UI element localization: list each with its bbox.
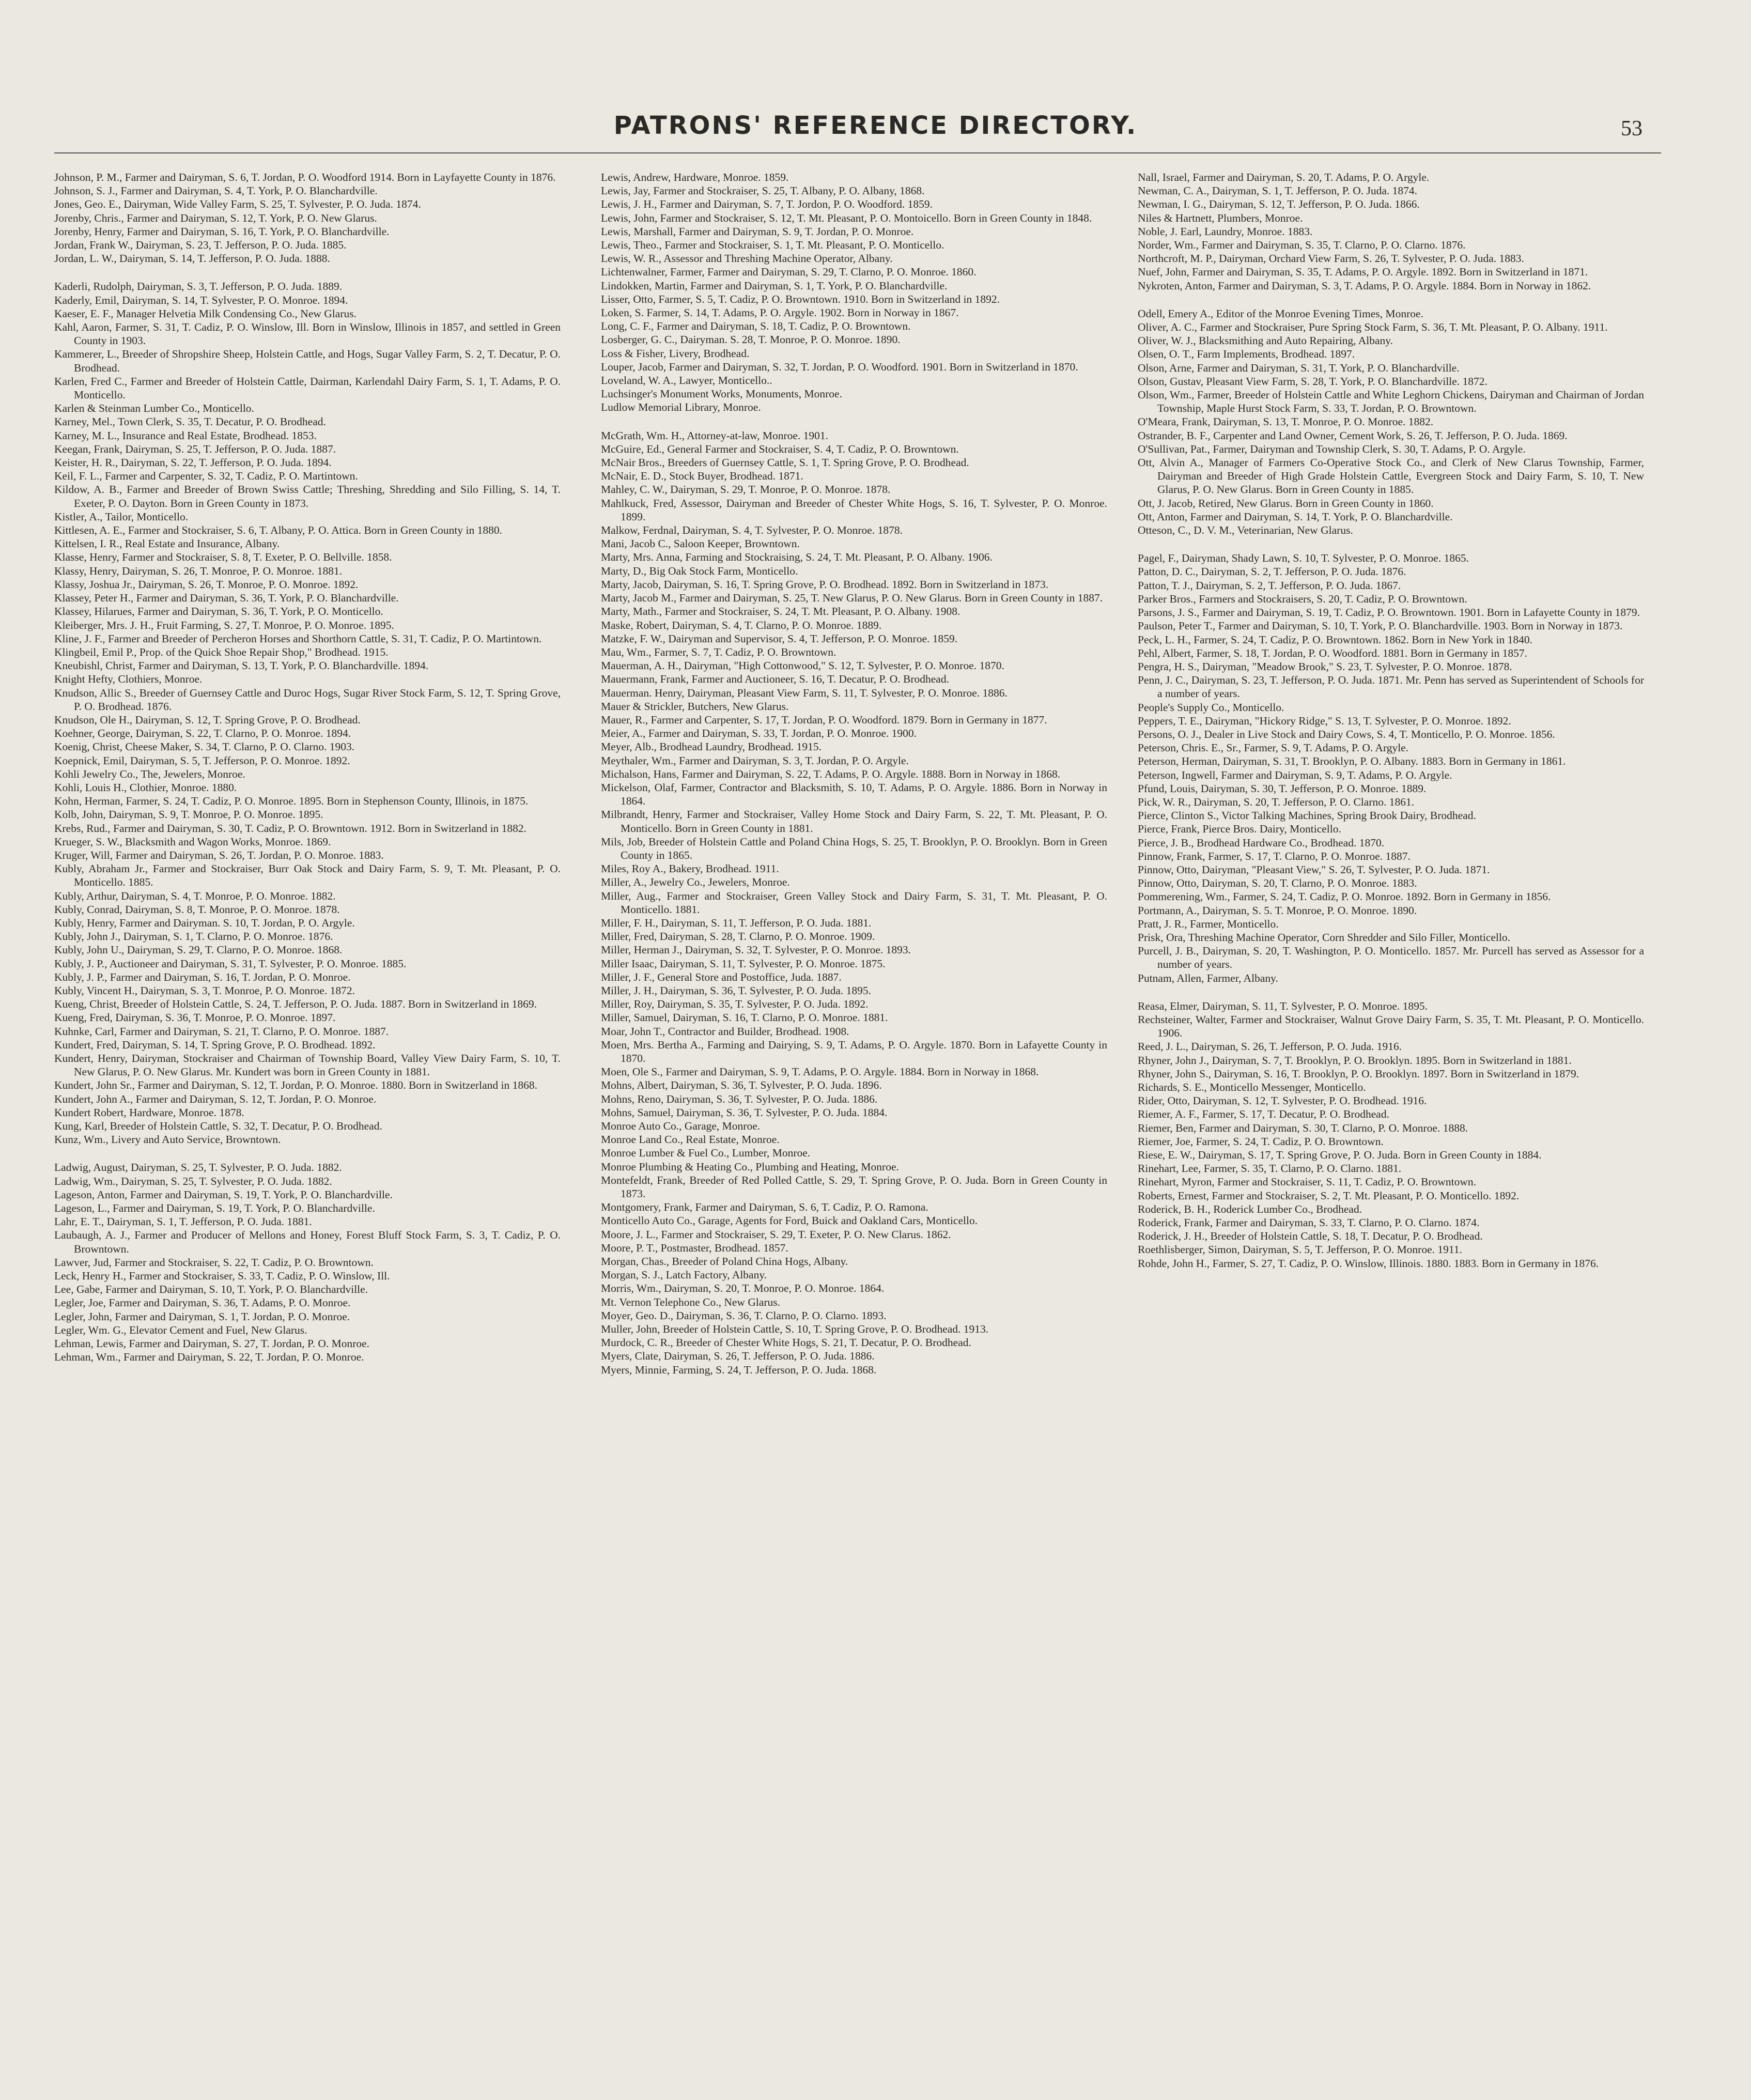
- directory-entry: Legler, Joe, Farmer and Dairyman, S. 36, T. Adams, P. O. Monroe.: [54, 1296, 351, 1309]
- directory-entry: Mauerman. Henry, Dairyman, Pleasant View Farm, S. 11, T. Sylvester, P. O. Monroe. 1886.: [601, 686, 1008, 699]
- directory-entry: Koehner, George, Dairyman, S. 22, T. Clarno, P. O. Monroe. 1894.: [54, 727, 351, 740]
- directory-entry: Kaderli, Rudolph, Dairyman, S. 3, T. Jefferson, P. O. Juda. 1889.: [54, 280, 343, 293]
- directory-entry: Keil, F. L., Farmer and Carpenter, S. 32, T. Cadiz, P. O. Martintown.: [54, 470, 358, 483]
- directory-entry: Kuhnke, Carl, Farmer and Dairyman, S. 21, T. Clarno, P. O. Monroe. 1887.: [54, 1025, 389, 1038]
- directory-entry: Peterson, Herman, Dairyman, S. 31, T. Brooklyn, P. O. Albany. 1883. Born in Germany in 1861.: [1138, 755, 1566, 768]
- directory-entry: Leck, Henry H., Farmer and Stockraiser, S. 33, T. Cadiz, P. O. Winslow, Ill.: [54, 1270, 390, 1283]
- directory-entry: Kubly, Abraham Jr., Farmer and Stockraiser, Burr Oak Stock and Dairy Farm, S. 9, T. Mt. Pleasant, P. O. Monticello. 1885.: [54, 862, 561, 889]
- directory-entry: Miller, J. H., Dairyman, S. 36, T. Sylvester, P. O. Juda. 1895.: [601, 984, 872, 997]
- directory-entry: Parsons, J. S., Farmer and Dairyman, S. 19, T. Cadiz, P. O. Browntown. 1901. Born in Lafayette County in 1879.: [1138, 606, 1640, 619]
- directory-entry: Roderick, J. H., Breeder of Holstein Cattle, S. 18, T. Decatur, P. O. Brodhead.: [1138, 1230, 1483, 1243]
- directory-entry: Monroe Plumbing & Heating Co., Plumbing and Heating, Monroe.: [601, 1160, 899, 1173]
- directory-entry: Karlen, Fred C., Farmer and Breeder of Holstein Cattle, Dairman, Karlendahl Dairy Farm, S. 1, T. Adams, P. O. Monticello.: [54, 375, 561, 402]
- directory-entry: Myers, Clate, Dairyman, S. 26, T. Jefferson, P. O. Juda. 1886.: [601, 1350, 875, 1363]
- directory-entry: Rhyner, John S., Dairyman, S. 16, T. Brooklyn, P. O. Brooklyn. 1897. Born in Switzerland in 1879.: [1138, 1067, 1579, 1080]
- directory-entry: Lahr, E. T., Dairyman, S. 1, T. Jefferson, P. O. Juda. 1881.: [54, 1215, 312, 1228]
- column-right: [1138, 171, 1644, 2093]
- directory-entry: Kammerer, L., Breeder of Shropshire Sheep, Holstein Cattle, and Hogs, Sugar Valley Farm, S. 2, T. Decatur, P. O. Brodhead.: [54, 348, 561, 374]
- directory-entry: Noble, J. Earl, Laundry, Monroe. 1883.: [1138, 225, 1313, 238]
- directory-entry: Losberger, G. C., Dairyman. S. 28, T. Monroe, P. O. Monroe. 1890.: [601, 333, 901, 346]
- directory-entry: Jorenby, Henry, Farmer and Dairyman, S. 16, T. York, P. O. Blanchardville.: [54, 225, 390, 238]
- directory-entry: Kundert, Henry, Dairyman, Stockraiser and Chairman of Township Board, Valley View Dairy Farm, S. 10, T. New Glarus, P. O. New Glarus. Mr. Kundert was born in Green County in 1881.: [54, 1052, 561, 1078]
- directory-entry: Peppers, T. E., Dairyman, "Hickory Ridge," S. 13, T. Sylvester, P. O. Monroe. 1892.: [1138, 714, 1511, 727]
- directory-entry: Kubly, John J., Dairyman, S. 1, T. Clarno, P. O. Monroe. 1876.: [54, 930, 333, 943]
- directory-entry: Roderick, B. H., Roderick Lumber Co., Brodhead.: [1138, 1202, 1362, 1215]
- directory-entry: Miles, Roy A., Bakery, Brodhead. 1911.: [601, 862, 779, 875]
- directory-entry: Reasa, Elmer, Dairyman, S. 11, T. Sylvester, P. O. Monroe. 1895.: [1138, 999, 1428, 1012]
- directory-entry: Pratt, J. R., Farmer, Monticello.: [1138, 917, 1279, 930]
- letter-section-gap: [1138, 985, 1644, 999]
- directory-entry: Karney, Mel., Town Clerk, S. 35, T. Decatur, P. O. Brodhead.: [54, 415, 326, 428]
- directory-entry: Peterson, Chris. E., Sr., Farmer, S. 9, T. Adams, P. O. Argyle.: [1138, 742, 1409, 754]
- directory-entry: Kubly, J. P., Auctioneer and Dairyman, S. 31, T. Sylvester, P. O. Monroe. 1885.: [54, 957, 407, 970]
- directory-entry: Loss & Fisher, Livery, Brodhead.: [601, 347, 750, 360]
- directory-entry: Meythaler, Wm., Farmer and Dairyman, S. 3, T. Jordan, P. O. Argyle.: [601, 754, 909, 767]
- directory-entry: Knudson, Ole H., Dairyman, S. 12, T. Spring Grove, P. O. Brodhead.: [54, 713, 361, 726]
- directory-entry: Marty, Jacob, Dairyman, S. 16, T. Spring Grove, P. O. Brodhead. 1892. Born in Switzerland in 1873.: [601, 578, 1049, 591]
- directory-entry: McGuire, Ed., General Farmer and Stockraiser, S. 4, T. Cadiz, P. O. Browntown.: [601, 442, 959, 455]
- directory-entry: Montgomery, Frank, Farmer and Dairyman, S. 6, T. Cadiz, P. O. Ramona.: [601, 1201, 928, 1214]
- directory-entry: Pagel, F., Dairyman, Shady Lawn, S. 10, T. Sylvester, P. O. Monroe. 1865.: [1138, 552, 1469, 565]
- directory-entry: Niles & Hartnett, Plumbers, Monroe.: [1138, 211, 1303, 224]
- directory-entry: Lewis, J. H., Farmer and Dairyman, S. 7, T. Jordon, P. O. Woodford. 1859.: [601, 198, 933, 211]
- directory-entry: Mohns, Reno, Dairyman, S. 36, T. Sylvester, P. O. Juda. 1886.: [601, 1092, 878, 1105]
- directory-entry: Miller, Fred, Dairyman, S. 28, T. Clarno, P. O. Monroe. 1909.: [601, 930, 875, 943]
- directory-entry: Maske, Robert, Dairyman, S. 4, T. Clarno, P. O. Monroe. 1889.: [601, 619, 882, 631]
- directory-entry: Long, C. F., Farmer and Dairyman, S. 18, T. Cadiz, P. O. Browntown.: [601, 320, 911, 333]
- directory-entry: Rhyner, John J., Dairyman, S. 7, T. Brooklyn, P. O. Brooklyn. 1895. Born in Switzerland in 1881.: [1138, 1054, 1572, 1067]
- directory-entry: Rinehart, Myron, Farmer and Stockraiser, S. 11, T. Cadiz, P. O. Browntown.: [1138, 1176, 1477, 1188]
- directory-entry: Kueng, Fred, Dairyman, S. 36, T. Monroe, P. O. Monroe. 1897.: [54, 1011, 336, 1024]
- directory-entry: Mahlkuck, Fred, Assessor, Dairyman and Breeder of Chester White Hogs, S. 16, T. Sylvester, P. O. Monroe. 1899.: [601, 497, 1107, 523]
- directory-entry: Kolb, John, Dairyman, S. 9, T. Monroe, P. O. Monroe. 1895.: [54, 808, 323, 821]
- directory-entry: Montefeldt, Frank, Breeder of Red Polled Cattle, S. 29, T. Spring Grove, P. O. Juda. Born in Green County in 1873.: [601, 1173, 1107, 1200]
- directory-entry: Oliver, A. C., Farmer and Stockraiser, Pure Spring Stock Farm, S. 36, T. Mt. Pleasant, P. O. Albany. 1911.: [1138, 321, 1608, 334]
- directory-entry: Riemer, Ben, Farmer and Dairyman, S. 30, T. Clarno, P. O. Monroe. 1888.: [1138, 1121, 1468, 1134]
- directory-entry: Kruger, Will, Farmer and Dairyman, S. 26, T. Jordan, P. O. Monroe. 1883.: [54, 848, 384, 861]
- directory-entry: Klassey, Peter H., Farmer and Dairyman, S. 36, T. York, P. O. Blanchardville.: [54, 592, 399, 605]
- directory-entry: Myers, Minnie, Farming, S. 24, T. Jefferson, P. O. Juda. 1868.: [601, 1363, 877, 1376]
- directory-entry: Jorenby, Chris., Farmer and Dairyman, S. 12, T. York, P. O. New Glarus.: [54, 211, 377, 224]
- directory-entry: Lewis, Andrew, Hardware, Monroe. 1859.: [601, 171, 789, 183]
- directory-entry: Oliver, W. J., Blacksmithing and Auto Repairing, Albany.: [1138, 334, 1393, 347]
- directory-entry: Mauerman, A. H., Dairyman, "High Cottonwood," S. 12, T. Sylvester, P. O. Monroe. 1870.: [601, 659, 1004, 672]
- directory-entry: Kline, J. F., Farmer and Breeder of Percheron Horses and Shorthorn Cattle, S. 31, T. Cadiz, P. O. Martintown.: [54, 632, 542, 645]
- directory-entry: Johnson, P. M., Farmer and Dairyman, S. 6, T. Jordan, P. O. Woodford 1914. Born in Layfayette County in 1876.: [54, 171, 556, 183]
- directory-entry: Morris, Wm., Dairyman, S. 20, T. Monroe, P. O. Monroe. 1864.: [601, 1282, 885, 1295]
- directory-entry: Monroe Auto Co., Garage, Monroe.: [601, 1120, 761, 1133]
- directory-entry: Muller, John, Breeder of Holstein Cattle, S. 10, T. Spring Grove, P. O. Brodhead. 1913.: [601, 1323, 989, 1336]
- directory-entry: Kubly, Conrad, Dairyman, S. 8, T. Monroe, P. O. Monroe. 1878.: [54, 903, 340, 916]
- directory-entry: Pinnow, Frank, Farmer, S. 17, T. Clarno, P. O. Monroe. 1887.: [1138, 850, 1411, 862]
- directory-entry: Jordan, Frank W., Dairyman, S. 23, T. Jefferson, P. O. Juda. 1885.: [54, 239, 347, 252]
- directory-entry: Ott, Alvin A., Manager of Farmers Co-Operative Stock Co., and Clerk of New Clarus Township, Farmer, Dairyman and Breeder of High Grade Holstein Cattle, Evergreen Stock and Dairy Farm, S. 10, T. New Glarus, P. O. New Glarus. Born in Green County in 1885.: [1138, 456, 1644, 496]
- directory-entry: Lisser, Otto, Farmer, S. 5, T. Cadiz, P. O. Browntown. 1910. Born in Switzerland in 1892.: [601, 292, 1000, 305]
- directory-entry: Pinnow, Otto, Dairyman, S. 20, T. Clarno, P. O. Monroe. 1883.: [1138, 877, 1417, 890]
- directory-entry: Mau, Wm., Farmer, S. 7, T. Cadiz, P. O. Browntown.: [601, 645, 836, 658]
- directory-entry: Klassy, Joshua Jr., Dairyman, S. 26, T. Monroe, P. O. Monroe. 1892.: [54, 578, 359, 591]
- directory-entry: Marty, Math., Farmer and Stockraiser, S. 24, T. Mt. Pleasant, P. O. Albany. 1908.: [601, 605, 960, 618]
- directory-entry: Patton, D. C., Dairyman, S. 2, T. Jefferson, P. O. Juda. 1876.: [1138, 565, 1406, 578]
- directory-entry: Moyer, Geo. D., Dairyman, S. 36, T. Clarno, P. O. Clarno. 1893.: [601, 1309, 887, 1322]
- directory-entry: Moore, J. L., Farmer and Stockraiser, S. 29, T. Exeter, P. O. New Clarus. 1862.: [601, 1228, 951, 1241]
- directory-entry: Kundert Robert, Hardware, Monroe. 1878.: [54, 1106, 244, 1119]
- directory-entry: Pierce, Frank, Pierce Bros. Dairy, Monticello.: [1138, 823, 1341, 836]
- directory-entry: Pinnow, Otto, Dairyman, "Pleasant View," S. 26, T. Sylvester, P. O. Juda. 1871.: [1138, 863, 1490, 876]
- directory-entry: Mauer, R., Farmer and Carpenter, S. 17, T. Jordan, P. O. Woodford. 1879. Born in Germany in 1877.: [601, 713, 1047, 726]
- directory-entry: Mohns, Samuel, Dairyman, S. 36, T. Sylvester, P. O. Juda. 1884.: [601, 1106, 888, 1119]
- directory-entry: Michalson, Hans, Farmer and Dairyman, S. 22, T. Adams, P. O. Argyle. 1888. Born in Norway in 1868.: [601, 767, 1061, 780]
- directory-entry: Persons, O. J., Dealer in Live Stock and Dairy Cows, S. 4, T. Monticello, P. O. Monroe. 1856.: [1138, 728, 1555, 740]
- directory-entry: O'Meara, Frank, Dairyman, S. 13, T. Monroe, P. O. Monroe. 1882.: [1138, 415, 1434, 428]
- letter-section-gap: [54, 265, 561, 280]
- directory-entry: Kubly, Vincent H., Dairyman, S. 3, T. Monroe, P. O. Monroe. 1872.: [54, 984, 355, 997]
- directory-entry: Pierce, J. B., Brodhead Hardware Co., Brodhead. 1870.: [1138, 836, 1385, 849]
- directory-entry: Moore, P. T., Postmaster, Brodhead. 1857.: [601, 1241, 788, 1254]
- directory-entry: Olsen, O. T., Farm Implements, Brodhead. 1897.: [1138, 348, 1355, 361]
- directory-entry: Kubly, J. P., Farmer and Dairyman, S. 16, T. Jordan, P. O. Monroe.: [54, 970, 351, 983]
- directory-entry: Pierce, Clinton S., Victor Talking Machines, Spring Brook Dairy, Brodhead.: [1138, 809, 1476, 822]
- letter-section-gap: [601, 414, 1107, 429]
- directory-entry: Riemer, A. F., Farmer, S. 17, T. Decatur, P. O. Brodhead.: [1138, 1108, 1389, 1121]
- directory-entry: McNair, E. D., Stock Buyer, Brodhead. 1871.: [601, 470, 803, 483]
- directory-entry: Penn, J. C., Dairyman, S. 23, T. Jefferson, P. O. Juda. 1871. Mr. Penn has served as Superintendent of Schools for a number of years.: [1138, 674, 1644, 700]
- directory-entry: Johnson, S. J., Farmer and Dairyman, S. 4, T. York, P. O. Blanchardville.: [54, 184, 378, 197]
- directory-entry: Mauer & Strickler, Butchers, New Glarus.: [601, 700, 789, 713]
- directory-entry: Lichtenwalner, Farmer, Farmer and Dairyman, S. 29, T. Clarno, P. O. Monroe. 1860.: [601, 266, 977, 279]
- directory-entry: Riemer, Joe, Farmer, S. 24, T. Cadiz, P. O. Browntown.: [1138, 1135, 1384, 1148]
- directory-entry: Paulson, Peter T., Farmer and Dairyman, S. 10, T. York, P. O. Blanchardville. 1903. Born in Norway in 1873.: [1138, 620, 1623, 632]
- directory-entry: Keister, H. R., Dairyman, S. 22, T. Jefferson, P. O. Juda. 1894.: [54, 456, 332, 469]
- directory-entry: Mauermann, Frank, Farmer and Auctioneer, S. 16, T. Decatur, P. O. Brodhead.: [601, 673, 949, 686]
- directory-entry: Northcroft, M. P., Dairyman, Orchard View Farm, S. 26, T. Sylvester, P. O. Juda. 1883.: [1138, 252, 1524, 265]
- directory-entry: Moar, John T., Contractor and Builder, Brodhead. 1908.: [601, 1025, 849, 1038]
- directory-entry: Lageson, Anton, Farmer and Dairyman, S. 19, T. York, P. O. Blanchardville.: [54, 1188, 393, 1201]
- directory-entry: Morgan, S. J., Latch Factory, Albany.: [601, 1269, 767, 1281]
- directory-entry: Reed, J. L., Dairyman, S. 26, T. Jefferson, P. O. Juda. 1916.: [1138, 1040, 1402, 1053]
- directory-entry: Pick, W. R., Dairyman, S. 20, T. Jefferson, P. O. Clarno. 1861.: [1138, 795, 1415, 808]
- directory-entry: Lewis, Marshall, Farmer and Dairyman, S. 9, T. Jordan, P. O. Monroe.: [601, 225, 914, 238]
- directory-entry: Ott, Anton, Farmer and Dairyman, S. 14, T. York, P. O. Blanchardville.: [1138, 510, 1453, 523]
- directory-entry: Kung, Karl, Breeder of Holstein Cattle, S. 32, T. Decatur, P. O. Brodhead.: [54, 1120, 382, 1133]
- directory-entry: Rider, Otto, Dairyman, S. 12, T. Sylvester, P. O. Brodhead. 1916.: [1138, 1094, 1427, 1107]
- directory-entry: Morgan, Chas., Breeder of Poland China Hogs, Albany.: [601, 1255, 848, 1268]
- directory-entry: Olson, Arne, Farmer and Dairyman, S. 31, T. York, P. O. Blanchardville.: [1138, 361, 1460, 374]
- directory-entry: Kahl, Aaron, Farmer, S. 31, T. Cadiz, P. O. Winslow, Ill. Born in Winslow, Illinois in 1857, and settled in Green County in 1903.: [54, 321, 561, 347]
- directory-entry: O'Sullivan, Pat., Farmer, Dairyman and Township Clerk, S. 30, T. Adams, P. O. Argyle.: [1138, 442, 1526, 455]
- directory-entry: Rinehart, Lee, Farmer, S. 35, T. Clarno, P. O. Clarno. 1881.: [1138, 1162, 1402, 1175]
- directory-entry: Lageson, L., Farmer and Dairyman, S. 19, T. York, P. O. Blanchardville.: [54, 1202, 375, 1215]
- directory-entry: Krebs, Rud., Farmer and Dairyman, S. 30, T. Cadiz, P. O. Browntown. 1912. Born in Switzerland in 1882.: [54, 822, 527, 835]
- directory-entry: Miller, Samuel, Dairyman, S. 16, T. Clarno, P. O. Monroe. 1881.: [601, 1011, 888, 1024]
- directory-entry: Miller, Herman J., Dairyman, S. 32, T. Sylvester, P. O. Monroe. 1893.: [601, 944, 911, 956]
- page-number: 53: [1621, 117, 1642, 141]
- directory-entry: Pehl, Albert, Farmer, S. 18, T. Jordan, P. O. Woodford. 1881. Born in Germany in 1857.: [1138, 646, 1528, 659]
- directory-entry: Louper, Jacob, Farmer and Dairyman, S. 32, T. Jordan, P. O. Woodford. 1901. Born in Switzerland in 1870.: [601, 360, 1078, 373]
- directory-entry: Nall, Israel, Farmer and Dairyman, S. 20, T. Adams, P. O. Argyle.: [1138, 171, 1430, 183]
- directory-entry: Miller, F. H., Dairyman, S. 11, T. Jefferson, P. O. Juda. 1881.: [601, 916, 872, 929]
- directory-entry: Kohli Jewelry Co., The, Jewelers, Monroe.: [54, 767, 245, 780]
- directory-entry: Legler, John, Farmer and Dairyman, S. 1, T. Jordan, P. O. Monroe.: [54, 1310, 350, 1323]
- directory-entry: Murdock, C. R., Breeder of Chester White Hogs, S. 21, T. Decatur, P. O. Brodhead.: [601, 1336, 971, 1349]
- page-header: [0, 111, 1751, 147]
- directory-entry: Olson, Wm., Farmer, Breeder of Holstein Cattle and White Leghorn Chickens, Dairyman and Chairman of Jordan Township, Maple Hurst Stock Farm, S. 33, T. Jordan, P. O. Browntown.: [1138, 389, 1644, 415]
- directory-entry: Laubaugh, A. J., Farmer and Producer of Mellons and Honey, Forest Bluff Stock Farm, S. 3, T. Cadiz, P. O. Browntown.: [54, 1229, 561, 1255]
- directory-entry: Klasse, Henry, Farmer and Stockraiser, S. 8, T. Exeter, P. O. Bellville. 1858.: [54, 551, 392, 564]
- directory-entry: Meyer, Alb., Brodhead Laundry, Brodhead. 1915.: [601, 740, 822, 753]
- directory-entry: Krueger, S. W., Blacksmith and Wagon Works, Monroe. 1869.: [54, 835, 331, 848]
- directory-entry: Miller, J. F., General Store and Postoffice, Juda. 1887.: [601, 970, 842, 983]
- directory-entry: Kaeser, E. F., Manager Helvetia Milk Condensing Co., New Glarus.: [54, 307, 357, 320]
- directory-entry: Lehman, Lewis, Farmer and Dairyman, S. 27, T. Jordan, P. O. Monroe.: [54, 1337, 370, 1350]
- directory-entry: Pommerening, Wm., Farmer, S. 24, T. Cadiz, P. O. Monroe. 1892. Born in Germany in 1856.: [1138, 890, 1551, 903]
- directory-entry: Miller, Aug., Farmer and Stockraiser, Green Valley Stock and Dairy Farm, S. 31, T. Mt. Pleasant, P. O. Monticello. 1881.: [601, 889, 1107, 916]
- directory-entry: Olson, Gustav, Pleasant View Farm, S. 28, T. York, P. O. Blanchardville. 1872.: [1138, 375, 1487, 388]
- letter-section-gap: [1138, 537, 1644, 551]
- directory-entry: Loveland, W. A., Lawyer, Monticello..: [601, 374, 772, 387]
- directory-entry: Meier, A., Farmer and Dairyman, S. 33, T. Jordan, P. O. Monroe. 1900.: [601, 727, 917, 740]
- directory-entry: Knudson, Allic S., Breeder of Guernsey Cattle and Duroc Hogs, Sugar River Stock Farm, S. 12, T. Spring Grove, P. O. Brodhead. 1876.: [54, 686, 561, 713]
- directory-entry: Kohli, Louis H., Clothier, Monroe. 1880.: [54, 781, 237, 794]
- directory-entry: Peterson, Ingwell, Farmer and Dairyman, S. 9, T. Adams, P. O. Argyle.: [1138, 768, 1452, 781]
- directory-entry: Newman, I. G., Dairyman, S. 12, T. Jefferson, P. O. Juda. 1866.: [1138, 198, 1420, 211]
- directory-entry: Ladwig, August, Dairyman, S. 25, T. Sylvester, P. O. Juda. 1882.: [54, 1161, 342, 1174]
- directory-entry: Nuef, John, Farmer and Dairyman, S. 35, T. Adams, P. O. Argyle. 1892. Born in Switzerland in 1871.: [1138, 266, 1588, 279]
- directory-entry: McNair Bros., Breeders of Guernsey Cattle, S. 1, T. Spring Grove, P. O. Brodhead.: [601, 456, 969, 469]
- directory-entry: Kubly, Henry, Farmer and Dairyman. S. 10, T. Jordan, P. O. Argyle.: [54, 916, 355, 929]
- directory-entry: Putnam, Allen, Farmer, Albany.: [1138, 971, 1278, 984]
- directory-entry: Karney, M. L., Insurance and Real Estate, Brodhead. 1853.: [54, 429, 317, 442]
- directory-entry: Rohde, John H., Farmer, S. 27, T. Cadiz, P. O. Winslow, Illinois. 1880. 1883. Born in Germany in 1876.: [1138, 1257, 1599, 1270]
- directory-entry: Miller, A., Jewelry Co., Jewelers, Monroe.: [601, 876, 790, 889]
- page-title: PATRONS' REFERENCE DIRECTORY.: [613, 111, 1138, 140]
- directory-entry: Prisk, Ora, Threshing Machine Operator, Corn Shredder and Silo Filler, Monticello.: [1138, 931, 1510, 944]
- directory-entry: Lewis, Theo., Farmer and Stockraiser, S. 1, T. Mt. Pleasant, P. O. Monticello.: [601, 239, 944, 252]
- directory-entry: Kundert, John A., Farmer and Dairyman, S. 12, T. Jordan, P. O. Monroe.: [54, 1092, 377, 1105]
- directory-entry: Kittlesen, A. E., Farmer and Stockraiser, S. 6, T. Albany, P. O. Attica. Born in Green County in 1880.: [54, 524, 503, 537]
- directory-entry: Peck, L. H., Farmer, S. 24, T. Cadiz, P. O. Browntown. 1862. Born in New York in 1840.: [1138, 633, 1532, 646]
- directory-entry: Kubly, Arthur, Dairyman, S. 4, T. Monroe, P. O. Monroe. 1882.: [54, 889, 336, 902]
- directory-entry: Pengra, H. S., Dairyman, "Meadow Brook," S. 23, T. Sylvester, P. O. Monroe. 1878.: [1138, 660, 1512, 673]
- directory-entry: Legler, Wm. G., Elevator Cement and Fuel, New Glarus.: [54, 1323, 307, 1336]
- directory-entry: Koepnick, Emil, Dairyman, S. 5, T. Jefferson, P. O. Monroe. 1892.: [54, 754, 350, 767]
- directory-entry: Portmann, A., Dairyman, S. 5. T. Monroe, P. O. Monroe. 1890.: [1138, 904, 1417, 917]
- column-middle: [601, 171, 1107, 2093]
- directory-entry: Lewis, John, Farmer and Stockraiser, S. 12, T. Mt. Pleasant, P. O. Montoicello. Born in Green County in 1848.: [601, 211, 1092, 224]
- directory-entry: Monroe Lumber & Fuel Co., Lumber, Monroe.: [601, 1147, 811, 1160]
- directory-entry: Jordan, L. W., Dairyman, S. 14, T. Jefferson, P. O. Juda. 1888.: [54, 252, 330, 265]
- directory-entry: People's Supply Co., Monticello.: [1138, 701, 1284, 714]
- directory-entry: Mt. Vernon Telephone Co., New Glarus.: [601, 1295, 781, 1308]
- directory-entry: Lewis, Jay, Farmer and Stockraiser, S. 25, T. Albany, P. O. Albany, 1868.: [601, 184, 925, 197]
- directory-entry: Karlen & Steinman Lumber Co., Monticello.: [54, 402, 254, 415]
- directory-columns: [54, 171, 1661, 2093]
- directory-entry: Miller, Roy, Dairyman, S. 35, T. Sylvester, P. O. Juda. 1892.: [601, 998, 869, 1011]
- directory-entry: Mani, Jacob C., Saloon Keeper, Browntown.: [601, 537, 800, 550]
- directory-entry: Pfund, Louis, Dairyman, S. 30, T. Jefferson, P. O. Monroe. 1889.: [1138, 782, 1427, 795]
- letter-section-gap: [1138, 292, 1644, 307]
- directory-entry: Loken, S. Farmer, S. 14, T. Adams, P. O. Argyle. 1902. Born in Norway in 1867.: [601, 306, 959, 319]
- directory-entry: Riese, E. W., Dairyman, S. 17, T. Spring Grove, P. O. Juda. Born in Green County in 1884.: [1138, 1149, 1542, 1162]
- directory-entry: Kubly, John U., Dairyman, S. 29, T. Clarno, P. O. Monroe. 1868.: [54, 944, 343, 956]
- directory-entry: Kohn, Herman, Farmer, S. 24, T. Cadiz, P. O. Monroe. 1895. Born in Stephenson County, Illinois, in 1875.: [54, 795, 529, 808]
- directory-entry: Norder, Wm., Farmer and Dairyman, S. 35, T. Clarno, P. O. Clarno. 1876.: [1138, 239, 1466, 252]
- directory-entry: Moen, Ole S., Farmer and Dairyman, S. 9, T. Adams, P. O. Argyle. 1884. Born in Norway in 1868.: [601, 1066, 1039, 1078]
- directory-entry: Marty, Mrs. Anna, Farming and Stockraising, S. 24, T. Mt. Pleasant, P. O. Albany. 1906.: [601, 551, 993, 564]
- directory-entry: Kaderly, Emil, Dairyman, S. 14, T. Sylvester, P. O. Monroe. 1894.: [54, 294, 348, 306]
- directory-entry: Ladwig, Wm., Dairyman, S. 25, T. Sylvester, P. O. Juda. 1882.: [54, 1175, 332, 1187]
- letter-section-gap: [54, 1146, 561, 1161]
- header-rule: [54, 152, 1661, 153]
- directory-entry: Odell, Emery A., Editor of the Monroe Evening Times, Monroe.: [1138, 307, 1423, 320]
- directory-entry: Kleiberger, Mrs. J. H., Fruit Farming, S. 27, T. Monroe, P. O. Monroe. 1895.: [54, 619, 394, 631]
- directory-entry: Kundert, Fred, Dairyman, S. 14, T. Spring Grove, P. O. Brodhead. 1892.: [54, 1038, 376, 1051]
- column-left: [54, 171, 561, 2093]
- directory-entry: Roderick, Frank, Farmer and Dairyman, S. 33, T. Clarno, P. O. Clarno. 1874.: [1138, 1216, 1480, 1229]
- directory-entry: Keegan, Frank, Dairyman, S. 25, T. Jefferson, P. O. Juda. 1887.: [54, 442, 336, 455]
- directory-entry: Matzke, F. W., Dairyman and Supervisor, S. 4, T. Jefferson, P. O. Monroe. 1859.: [601, 632, 958, 645]
- directory-entry: Kittelsen, I. R., Real Estate and Insurance, Albany.: [54, 537, 280, 550]
- directory-entry: McGrath, Wm. H., Attorney-at-law, Monroe. 1901.: [601, 429, 829, 442]
- directory-entry: Ott, J. Jacob, Retired, New Glarus. Born in Green County in 1860.: [1138, 497, 1434, 509]
- directory-entry: Jones, Geo. E., Dairyman, Wide Valley Farm, S. 25, T. Sylvester, P. O. Juda. 1874.: [54, 198, 421, 211]
- directory-entry: Lindokken, Martin, Farmer and Dairyman, S. 1, T. York, P. O. Blanchardville.: [601, 279, 948, 292]
- directory-entry: Ludlow Memorial Library, Monroe.: [601, 401, 761, 414]
- directory-entry: Richards, S. E., Monticello Messenger, Monticello.: [1138, 1081, 1366, 1093]
- directory-entry: Mils, Job, Breeder of Holstein Cattle and Poland China Hogs, S. 25, T. Brooklyn, P. O. Brooklyn. Born in Green County in 1865.: [601, 835, 1107, 861]
- directory-entry: Mohns, Albert, Dairyman, S. 36, T. Sylvester, P. O. Juda. 1896.: [601, 1079, 882, 1092]
- directory-entry: Monticello Auto Co., Garage, Agents for Ford, Buick and Oakland Cars, Monticello.: [601, 1214, 978, 1227]
- directory-entry: Knight Hefty, Clothiers, Monroe.: [54, 673, 203, 686]
- directory-entry: Patton, T. J., Dairyman, S. 2, T. Jefferson, P. O. Juda. 1867.: [1138, 579, 1401, 592]
- directory-entry: Kildow, A. B., Farmer and Breeder of Brown Swiss Cattle; Threshing, Shredding and Silo Filling, S. 14, T. Exeter, P. O. Dayton. Born in Green County in 1873.: [54, 483, 561, 509]
- directory-entry: Klassey, Hilarues, Farmer and Dairyman, S. 36, T. York, P. O. Monticello.: [54, 605, 383, 618]
- directory-entry: Monroe Land Co., Real Estate, Monroe.: [601, 1133, 780, 1146]
- directory-entry: Malkow, Ferdnal, Dairyman, S. 4, T. Sylvester, P. O. Monroe. 1878.: [601, 524, 903, 537]
- directory-entry: Lawver, Jud, Farmer and Stockraiser, S. 22, T. Cadiz, P. O. Browntown.: [54, 1256, 374, 1269]
- directory-entry: Marty, D., Big Oak Stock Farm, Monticello.: [601, 564, 798, 577]
- directory-entry: Mahley, C. W., Dairyman, S. 29, T. Monroe, P. O. Monroe. 1878.: [601, 483, 891, 496]
- directory-entry: Lee, Gabe, Farmer and Dairyman, S. 10, T. York, P. O. Blanchardville.: [54, 1283, 368, 1296]
- directory-entry: Mickelson, Olaf, Farmer, Contractor and Blacksmith, S. 10, T. Adams, P. O. Argyle. 1886. Born in Norway in 1864.: [601, 781, 1107, 808]
- directory-entry: Moen, Mrs. Bertha A., Farming and Dairying, S. 9, T. Adams, P. O. Argyle. 1870. Born in Lafayette County in 1870.: [601, 1038, 1107, 1064]
- directory-entry: Marty, Jacob M., Farmer and Dairyman, S. 25, T. New Glarus, P. O. New Glarus. Born in Green County in 1887.: [601, 592, 1103, 605]
- directory-entry: Luchsinger's Monument Works, Monuments, Monroe.: [601, 388, 842, 400]
- directory-entry: Lewis, W. R., Assessor and Threshing Machine Operator, Albany.: [601, 252, 893, 265]
- directory-entry: Milbrandt, Henry, Farmer and Stockraiser, Valley Home Stock and Dairy Farm, S. 22, T. Mt. Pleasant, P. O. Monticello. Born in Green County in 1881.: [601, 808, 1107, 835]
- directory-entry: Koenig, Christ, Cheese Maker, S. 34, T. Clarno, P. O. Clarno. 1903.: [54, 740, 355, 753]
- directory-entry: Miller Isaac, Dairyman, S. 11, T. Sylvester, P. O. Monroe. 1875.: [601, 957, 886, 970]
- directory-entry: Klingbeil, Emil P., Prop. of the Quick Shoe Repair Shop," Brodhead. 1915.: [54, 645, 389, 658]
- directory-entry: Roethlisberger, Simon, Dairyman, S. 5, T. Jefferson, P. O. Monroe. 1911.: [1138, 1243, 1462, 1256]
- directory-entry: Kundert, John Sr., Farmer and Dairyman, S. 12, T. Jordan, P. O. Monroe. 1880. Born in Switzerland in 1868.: [54, 1079, 537, 1092]
- directory-entry: Kueng, Christ, Breeder of Holstein Cattle, S. 24, T. Jefferson, P. O. Juda. 1887. Born in Switzerland in 1869.: [54, 998, 537, 1011]
- directory-entry: Klassy, Henry, Dairyman, S. 26, T. Monroe, P. O. Monroe. 1881.: [54, 564, 343, 577]
- directory-entry: Kunz, Wm., Livery and Auto Service, Browntown.: [54, 1133, 281, 1146]
- directory-entry: Ostrander, B. F., Carpenter and Land Owner, Cement Work, S. 26, T. Jefferson, P. O. Juda. 1869.: [1138, 429, 1568, 442]
- directory-entry: Rechsteiner, Walter, Farmer and Stockraiser, Walnut Grove Dairy Farm, S. 35, T. Mt. Pleasant, P. O. Monticello. 1906.: [1138, 1013, 1644, 1040]
- directory-entry: Otteson, C., D. V. M., Veterinarian, New Glarus.: [1138, 524, 1353, 537]
- directory-entry: Nykroten, Anton, Farmer and Dairyman, S. 3, T. Adams, P. O. Argyle. 1884. Born in Norway in 1862.: [1138, 279, 1591, 292]
- directory-entry: Roberts, Ernest, Farmer and Stockraiser, S. 2, T. Mt. Pleasant, P. O. Monticello. 1892.: [1138, 1189, 1520, 1202]
- directory-entry: Kneubishl, Christ, Farmer and Dairyman, S. 13, T. York, P. O. Blanchardville. 1894.: [54, 659, 429, 672]
- directory-entry: Lehman, Wm., Farmer and Dairyman, S. 22, T. Jordan, P. O. Monroe.: [54, 1351, 364, 1364]
- directory-entry: Parker Bros., Farmers and Stockraisers, S. 20, T. Cadiz, P. O. Browntown.: [1138, 592, 1467, 605]
- directory-entry: Purcell, J. B., Dairyman, S. 20, T. Washington, P. O. Monticello. 1857. Mr. Purcell has served as Assessor for a number of years.: [1138, 945, 1644, 971]
- directory-entry: Newman, C. A., Dairyman, S. 1, T. Jefferson, P. O. Juda. 1874.: [1138, 184, 1418, 197]
- directory-entry: Kistler, A., Tailor, Monticello.: [54, 510, 189, 523]
